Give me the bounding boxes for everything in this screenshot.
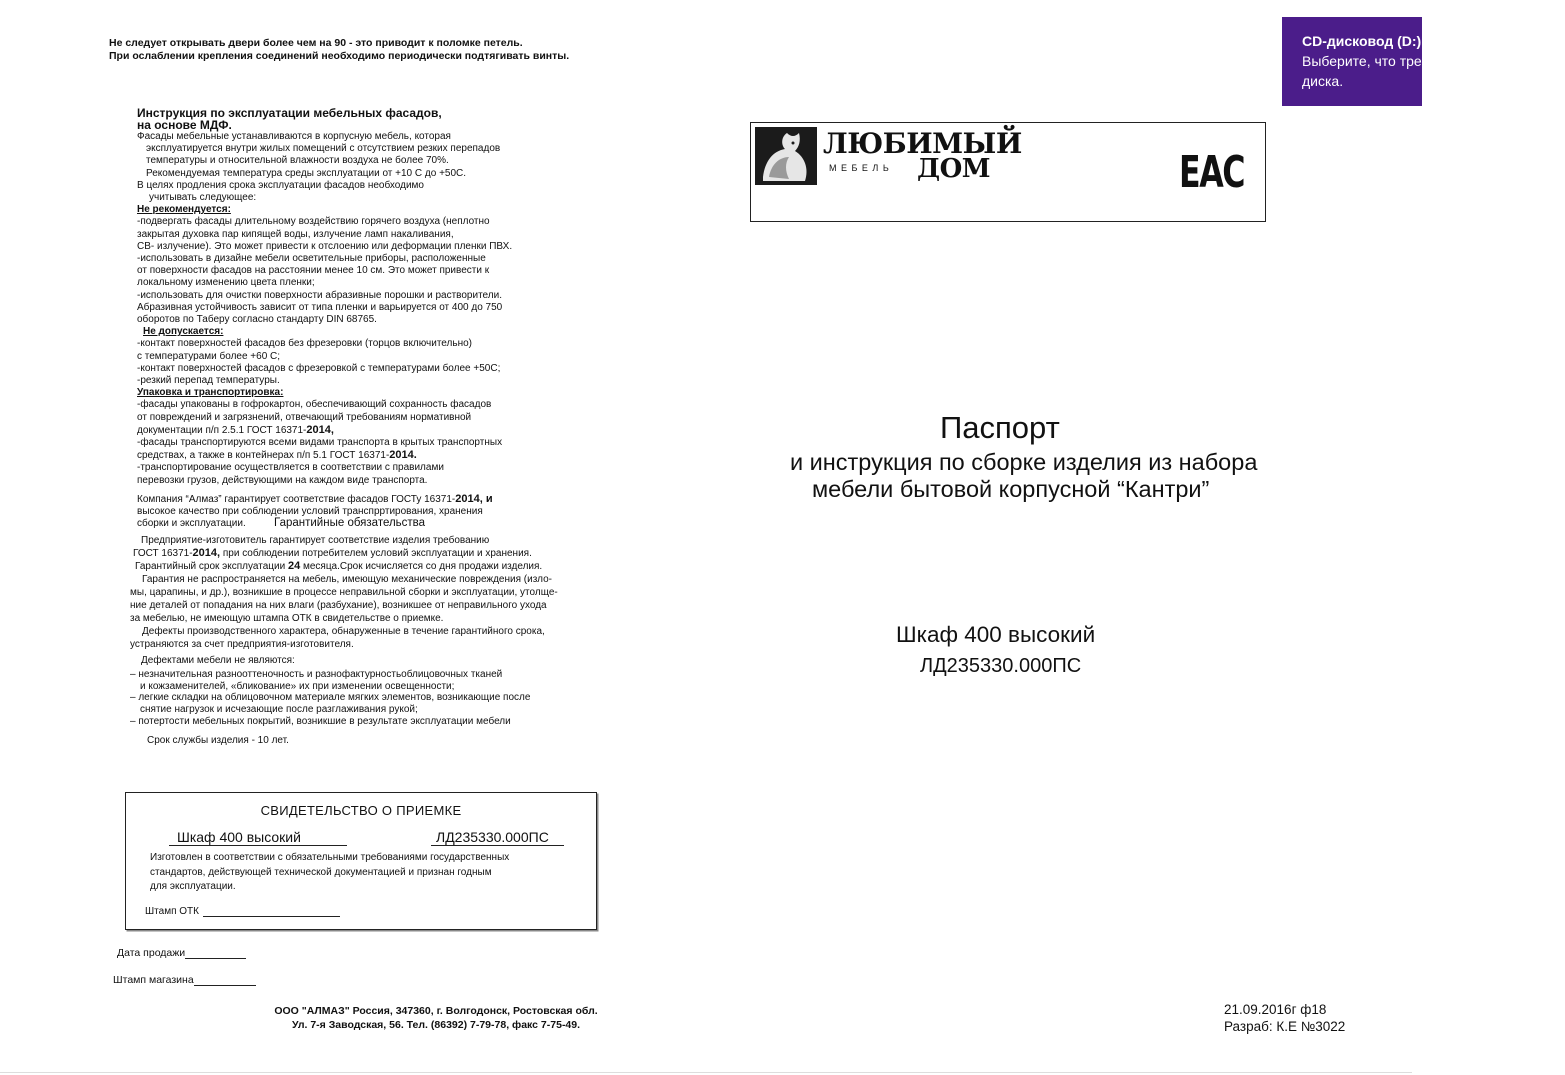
instructions-block bbox=[137, 108, 557, 531]
instructions-line bbox=[137, 449, 557, 462]
instructions-line: -контакт поверхностей фасадов без фрезеровки (торцов включительно) bbox=[137, 338, 472, 350]
text-part: документации п/п 2.5.1 ГОСТ 16371- bbox=[137, 424, 307, 436]
certificate-title: СВИДЕТЕЛЬСТВО О ПРИЕМКЕ bbox=[260, 803, 462, 818]
text-part-bold: 2014, bbox=[306, 423, 334, 436]
otk-stamp-label: Штамп ОТК bbox=[145, 906, 199, 917]
logo-word-2: МЕБЕЛЬ bbox=[829, 163, 894, 173]
instructions-line: -подвергать фасады длительному воздействию горячего воздуха (неплотно bbox=[137, 216, 490, 228]
instructions-line: с температурами более +60 С; bbox=[137, 350, 281, 362]
brand-logo-box bbox=[750, 122, 1266, 222]
warning-line-1: Не следует открывать двери более чем на 90 - это приводит к поломке петель. bbox=[109, 37, 523, 49]
instructions-line: эксплуатируется внутри жилых помещений с отсутствием резких перепадов bbox=[146, 143, 501, 155]
instructions-line: В целях продления срока эксплуатации фасадов необходимо bbox=[137, 179, 424, 191]
instructions-line: от повреждений и загрязнений, отвечающий требованиям нормативной bbox=[137, 411, 472, 423]
certificate-body bbox=[150, 851, 509, 895]
warranty-line: снятие нагрузок и исчезающие после разглаживания рукой; bbox=[140, 703, 418, 715]
logo-word-3: ДОМ bbox=[917, 154, 991, 184]
text-part: Компания “Алмаз” гарантирует соответствие фасадов ГОСТу 16371- bbox=[137, 493, 456, 505]
instructions-line: Рекомендуемая температура среды эксплуатации от +10 С до +50С. bbox=[146, 167, 467, 179]
warranty-line: – легкие складки на облицовочном материале мягких элементов, возникающие после bbox=[130, 692, 531, 703]
certificate-body-line: для эксплуатации. bbox=[150, 881, 236, 892]
autoplay-notification[interactable] bbox=[1282, 17, 1565, 106]
acceptance-certificate bbox=[125, 792, 597, 930]
sale-date-label: Дата продажи bbox=[117, 947, 186, 959]
notification-body-1: Выберите, что требуется сделать с этим bbox=[1302, 53, 1565, 69]
passport-title: Паспорт bbox=[940, 410, 1060, 445]
warning-line-2: При ослаблении крепления соединений необходимо периодически подтягивать винты. bbox=[109, 49, 570, 62]
instructions-title-2: на основе МДФ. bbox=[137, 117, 232, 132]
text-part: ГОСТ 16371- bbox=[133, 548, 193, 559]
instructions-line: сборки и эксплуатации. bbox=[137, 518, 246, 530]
instructions-line: -контакт поверхностей фасадов с фрезеровкой с температурами более +50С; bbox=[137, 362, 501, 374]
otk-stamp bbox=[145, 906, 340, 917]
instructions-line: от поверхности фасадов на расстоянии менее 10 см. Это может привести к bbox=[137, 265, 490, 277]
otk-stamp-line bbox=[203, 906, 340, 917]
warranty-line: Гарантия не распространяется на мебель, имеющую механические повреждения (изло- bbox=[142, 574, 553, 585]
instructions-line: оборотов по Таберу согласно стандарту DIN 68765. bbox=[137, 314, 377, 326]
text-part: месяца.Срок исчисляется со дня продажи изделия. bbox=[300, 561, 543, 572]
text-part-bold: 24 bbox=[287, 560, 301, 572]
instructions-line: -резкий перепад температуры. bbox=[137, 375, 280, 387]
passport-subtitle-2: мебели бытовой корпусной “Кантри” bbox=[812, 476, 1210, 502]
logo-word-1: ЛЮБИМЫЙ bbox=[823, 127, 1022, 160]
instructions-line: учитывать следующее: bbox=[149, 192, 257, 204]
warranty-line: мы, царапины, и др.), возникшие в процессе неправильной сборки и эксплуатации, утолще- bbox=[130, 587, 558, 598]
address-line-2: Ул. 7-я Заводская, 56. Тел. (86392) 7-79-78, факс 7-75-49. bbox=[291, 1018, 581, 1031]
not-allowed-heading: Не допускается: bbox=[143, 326, 224, 338]
warranty-line bbox=[130, 560, 600, 573]
text-part: средствах, а также в контейнерах п/п 5.1 ГОСТ 16371- bbox=[137, 450, 390, 462]
cat-logo-icon bbox=[755, 127, 817, 185]
product-code: ЛД235330.000ПС bbox=[920, 655, 1082, 677]
eac-mark-icon: EAC bbox=[1179, 147, 1245, 198]
address-line-1: ООО "АЛМАЗ" Россия, 347360, г. Волгодонск, Ростовская обл. bbox=[274, 1005, 598, 1017]
warranty-line: и кожзаменителей, «бликование» их при изменении освещенности; bbox=[140, 680, 455, 692]
warranty-line: – потертости мебельных покрытий, возникшие в результате эксплуатации мебели bbox=[130, 716, 511, 727]
warranty-line bbox=[130, 547, 600, 560]
instructions-line: высокое качество при соблюдении условий транспрртирования, хранения bbox=[137, 506, 483, 518]
warranty-line: за мебелью, не имеющую штампа ОТК в свидетельстве о приемке. bbox=[130, 613, 444, 624]
instructions-line: -фасады упакованы в гофрокартон, обеспечивающий сохранность фасадов bbox=[137, 399, 492, 411]
sale-date-line bbox=[185, 948, 246, 959]
bottom-divider bbox=[0, 1072, 1412, 1073]
warranty-line: устраняются за счет предприятия-изготовителя. bbox=[130, 639, 354, 650]
document-developer: Разраб: К.Е №3022 bbox=[1224, 1019, 1346, 1034]
certificate-body-line: Изготовлен в соответствии с обязательными требованиями государственных bbox=[150, 852, 510, 863]
warranty-line: Дефекты производственного характера, обнаруженные в течение гарантийного срока, bbox=[142, 626, 545, 637]
packing-heading: Упаковка и транспортировка: bbox=[137, 387, 284, 399]
certificate-code: ЛД235330.000ПС bbox=[431, 829, 564, 846]
shop-stamp-line bbox=[194, 975, 256, 986]
instructions-line: перевозки грузов, действующими на каждом виде транспорта. bbox=[137, 474, 428, 486]
instructions-line: Фасады мебельные устанавливаются в корпусную мебель, которая bbox=[137, 131, 451, 142]
text-part: Гарантийный срок эксплуатации bbox=[135, 561, 288, 572]
warranty-line: – незначительная разнооттеночность и разнофактурностьоблицовочных тканей bbox=[130, 669, 503, 680]
text-part-bold: 2014, и bbox=[455, 492, 493, 505]
warranty-line: Дефектами мебели не являются: bbox=[141, 655, 295, 666]
warranty-block bbox=[130, 534, 600, 747]
text-part-bold: 2014, bbox=[192, 547, 221, 559]
warranty-title: Гарантийные обязательства bbox=[274, 517, 426, 529]
text-part-bold: 2014. bbox=[389, 449, 417, 462]
shop-stamp-label: Штамп магазина bbox=[113, 974, 194, 986]
instructions-line: -использовать для очистки поверхности абразивные порошки и растворители. bbox=[137, 289, 502, 301]
text-part: при соблюдении потребителем условий эксплуатации и хранения. bbox=[220, 548, 532, 559]
certificate-body-line: стандартов, действующей технической документацией и признан годным bbox=[150, 866, 492, 878]
instructions-line: Абразивная устойчивость зависит от типа пленки и варьируется от 400 до 750 bbox=[137, 301, 503, 313]
sale-date bbox=[117, 947, 246, 959]
notification-title: CD-дисковод (D:) bbox=[1302, 33, 1422, 49]
warranty-line: Предприятие-изготовитель гарантирует соответствие изделия требованию bbox=[141, 535, 490, 546]
notification-body-2: диска. bbox=[1302, 73, 1344, 89]
shop-stamp bbox=[113, 974, 256, 986]
document-date: 21.09.2016г ф18 bbox=[1224, 1002, 1327, 1017]
instructions-line: закрытая духовка пар кипящей воды, излучение ламп накаливания, bbox=[137, 228, 454, 240]
document-footer bbox=[1224, 1001, 1345, 1035]
passport-subtitle-1: и инструкция по сборке изделия из набора bbox=[790, 449, 1258, 475]
instructions-line: СВ- излучение). Это может привести к отслоению или деформации пленки ПВХ. bbox=[137, 240, 513, 252]
not-recommended-heading: Не рекомендуется: bbox=[137, 204, 231, 216]
instructions-title-1: Инструкция по эксплуатации мебельных фасадов, bbox=[137, 106, 442, 120]
certificate-product: Шкаф 400 высокий bbox=[169, 829, 347, 846]
instructions-line: -фасады транспортируются всеми видами транспорта в крытых транспортных bbox=[137, 437, 503, 449]
instructions-line: температуры и относительной влажности воздуха не более 70%. bbox=[146, 155, 449, 167]
warning-text bbox=[109, 37, 569, 62]
instructions-line bbox=[137, 424, 557, 437]
company-address bbox=[250, 1005, 622, 1032]
instructions-line: -транспортирование осуществляется в соответствии с правилами bbox=[137, 462, 444, 474]
instructions-line bbox=[137, 493, 557, 506]
instructions-line: -использовать в дизайне мебели осветительные приборы, расположенные bbox=[137, 253, 486, 265]
instructions-line: локальному изменению цвета пленки; bbox=[137, 277, 315, 289]
product-name: Шкаф 400 высокий bbox=[896, 622, 1096, 647]
warranty-line: ние деталей от попадания на них влаги (разбухание), возникшее от неправильного ухода bbox=[130, 600, 547, 611]
service-life: Срок службы изделия - 10 лет. bbox=[147, 735, 289, 746]
